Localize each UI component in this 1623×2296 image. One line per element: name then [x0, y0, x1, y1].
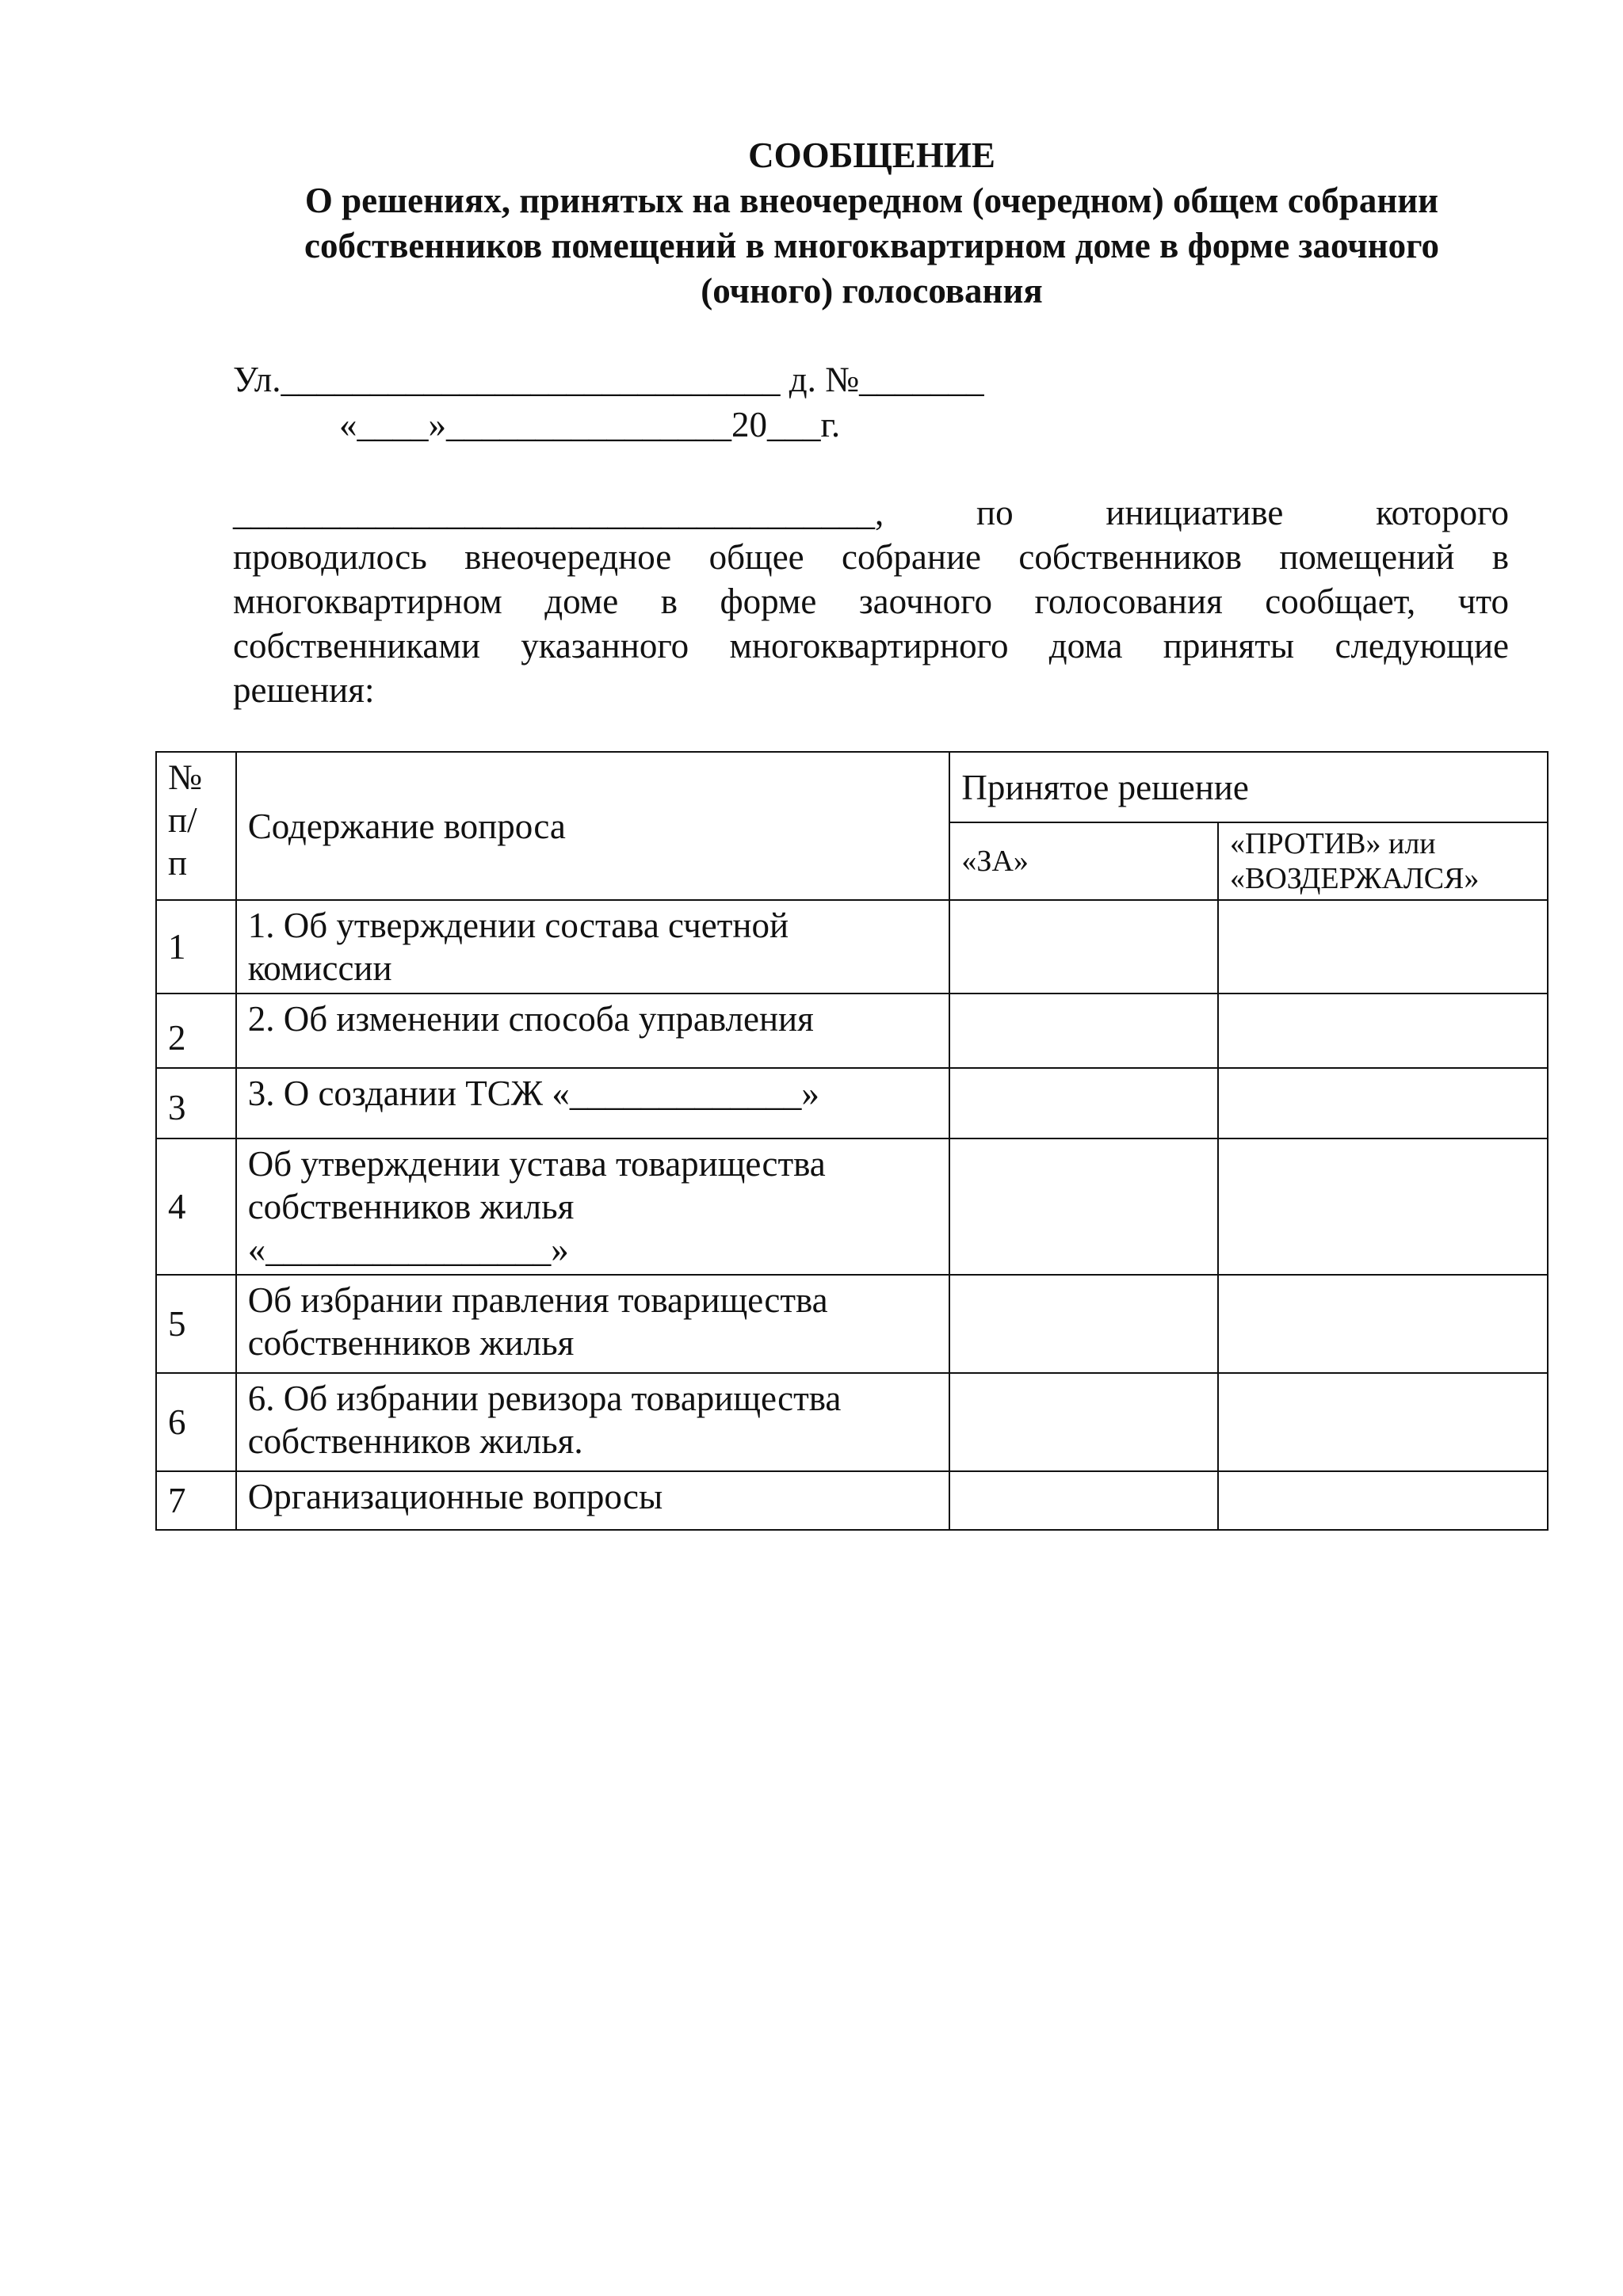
- row-question: [236, 900, 950, 994]
- paragraph-line-1: [233, 490, 1509, 535]
- paragraph-line-4: собственниками указанного многоквартирного дома приняты следующие: [233, 626, 1509, 666]
- row-za-cell[interactable]: [949, 1275, 1218, 1373]
- paragraph-line-5: решения:: [233, 670, 375, 710]
- body-paragraph: [233, 490, 1509, 712]
- question-line: собственников жилья: [247, 1187, 575, 1226]
- decisions-table: [155, 751, 1549, 1531]
- row-za-cell[interactable]: [949, 1068, 1218, 1138]
- table-row: [156, 900, 1548, 994]
- table-row: [156, 1275, 1548, 1373]
- header-num-line: №: [168, 757, 202, 797]
- question-line: 6. Об избрании ревизора товарищества: [247, 1379, 842, 1418]
- street-line: Ул.____________________________ д. №_______: [233, 360, 984, 399]
- row-num: 6: [156, 1373, 236, 1471]
- row-against-cell[interactable]: [1218, 1471, 1548, 1530]
- paragraph-word: инициативе: [1106, 493, 1284, 532]
- question-line: собственников жилья.: [247, 1421, 583, 1461]
- question-line: Об избрании правления товарищества: [247, 1280, 828, 1320]
- initiator-blank: ____________________________________,: [233, 493, 884, 532]
- question-line: «________________»: [247, 1230, 569, 1269]
- header-content-label: Содержание вопроса: [247, 806, 566, 846]
- header-decision-cell: [949, 752, 1548, 822]
- row-against-cell[interactable]: [1218, 1138, 1548, 1275]
- paragraph-word: по: [976, 493, 1014, 532]
- row-question: [236, 1275, 950, 1373]
- header-against-cell: [1218, 822, 1548, 900]
- question-line: 1. Об утверждении состава счетной: [247, 906, 789, 945]
- date-line: «____»________________20___г.: [339, 405, 841, 444]
- header-content-cell: [236, 752, 950, 900]
- question-line: собственников жилья: [247, 1323, 575, 1363]
- header-decision-label: Принятое решение: [961, 767, 1249, 807]
- row-num: 1: [156, 900, 236, 994]
- header-num-line: п/: [168, 800, 197, 840]
- heading-line-3: (очного) голосования: [701, 271, 1043, 311]
- document-title: СООБЩЕНИЕ: [748, 135, 995, 175]
- question-line: 2. Об изменении способа управления: [247, 999, 814, 1039]
- question-line: 3. О создании ТСЖ «_____________»: [247, 1074, 819, 1113]
- question-line: Организационные вопросы: [247, 1477, 663, 1516]
- row-against-cell[interactable]: [1218, 1068, 1548, 1138]
- row-za-cell[interactable]: [949, 1373, 1218, 1471]
- paragraph-line-2: проводилось внеочередное общее собрание собственников помещений в: [233, 537, 1509, 577]
- row-question: [236, 1373, 950, 1471]
- row-za-cell[interactable]: [949, 900, 1218, 994]
- row-against-cell[interactable]: [1218, 900, 1548, 994]
- table-row: [156, 1068, 1548, 1138]
- row-za-cell[interactable]: [949, 994, 1218, 1068]
- question-line: Об утверждении устава товарищества: [247, 1144, 826, 1184]
- row-question: [236, 1471, 950, 1530]
- row-num: 4: [156, 1138, 236, 1275]
- row-against-cell[interactable]: [1218, 1275, 1548, 1373]
- row-num: 2: [156, 994, 236, 1068]
- row-num: 7: [156, 1471, 236, 1530]
- heading-line-1: О решениях, принятых на внеочередном (очередном) общем собрании: [304, 181, 1439, 220]
- header-za-cell: [949, 822, 1218, 900]
- row-za-cell[interactable]: [949, 1471, 1218, 1530]
- row-za-cell[interactable]: [949, 1138, 1218, 1275]
- table-row: [156, 994, 1548, 1068]
- table-header-row: [156, 752, 1548, 822]
- row-question: [236, 1068, 950, 1138]
- paragraph-word: которого: [1376, 493, 1509, 532]
- document-heading: [198, 133, 1545, 314]
- row-against-cell[interactable]: [1218, 1373, 1548, 1471]
- table-row: [156, 1471, 1548, 1530]
- header-against-line: «ВОЗДЕРЖАЛСЯ»: [1230, 862, 1480, 895]
- row-against-cell[interactable]: [1218, 994, 1548, 1068]
- table-row: [156, 1138, 1548, 1275]
- header-za-label: «ЗА»: [961, 845, 1029, 878]
- header-num-cell: [156, 752, 236, 900]
- question-line: комиссии: [247, 948, 392, 988]
- row-question: [236, 994, 950, 1068]
- table-row: [156, 1373, 1548, 1471]
- heading-line-2: собственников помещений в многоквартирном доме в форме заочного: [304, 226, 1439, 265]
- row-num: 5: [156, 1275, 236, 1373]
- row-num: 3: [156, 1068, 236, 1138]
- row-question: [236, 1138, 950, 1275]
- paragraph-line-3: многоквартирном доме в форме заочного голосования сообщает, что: [233, 582, 1509, 621]
- header-against-line: «ПРОТИВ» или: [1230, 827, 1436, 860]
- header-num-line: п: [168, 843, 188, 883]
